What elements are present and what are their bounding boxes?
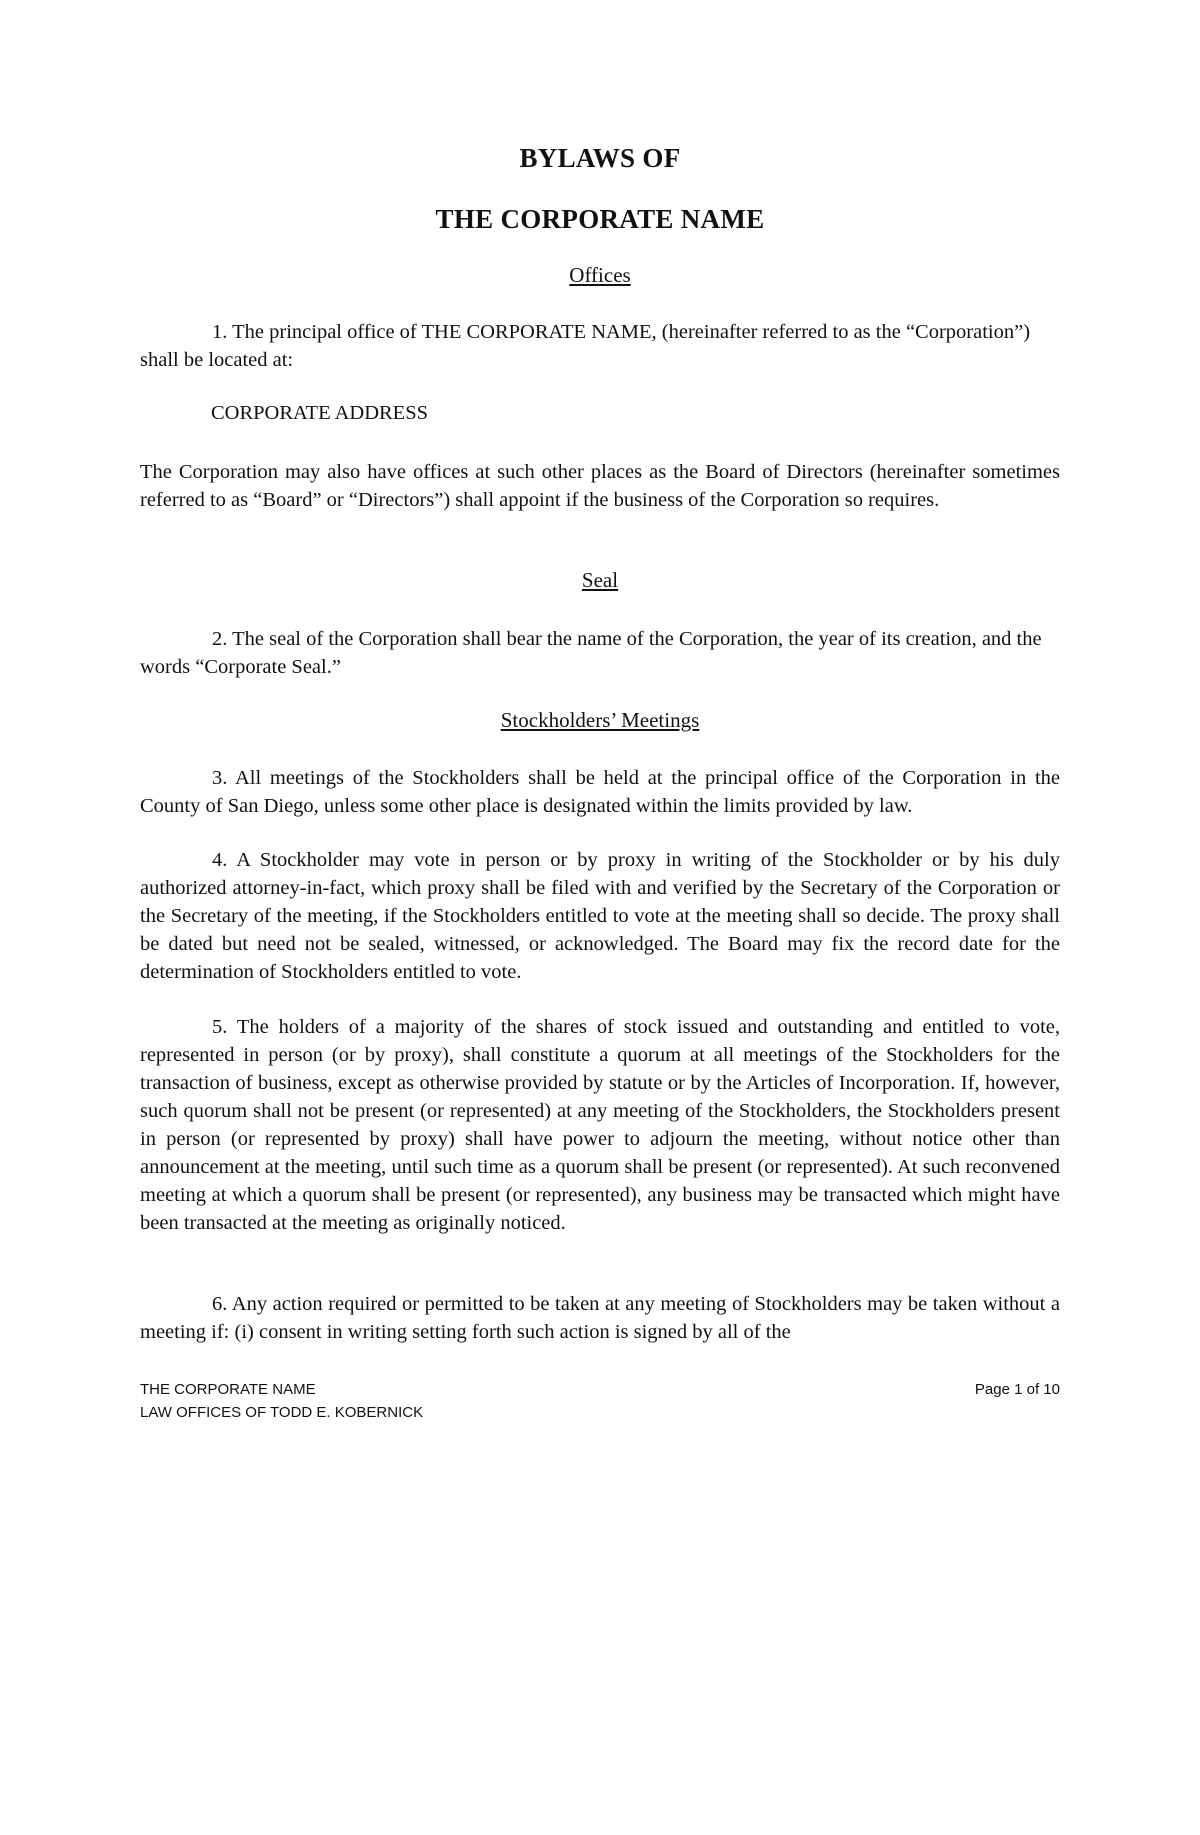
section-heading-stockholders-meetings: Stockholders’ Meetings	[500, 708, 700, 732]
paragraph-6-action-without-meeting: 6. Any action required or permitted to be taken at any meeting of Stockholders may be taken without a meeting if: (i) consent in writing setting forth such action is signed by all of the	[140, 1293, 1060, 1343]
paragraph-1-principal-office: 1. The principal office of THE CORPORATE NAME, (hereinafter referred to as the “Corporation”) shall be located at:	[140, 321, 1031, 371]
page-footer	[140, 1378, 1060, 1424]
paragraph-other-offices: The Corporation may also have offices at such other places as the Board of Directors (hereinafter sometimes referred to as “Board” or “Directors”) shall appoint if the business of the Corporation so requires.	[140, 461, 1060, 511]
section-heading-seal: Seal	[581, 568, 619, 592]
document-title-line1: BYLAWS OF	[519, 143, 681, 173]
footer-corporate-name: THE CORPORATE NAME	[140, 1381, 316, 1398]
paragraph-5-quorum: 5. The holders of a majority of the shares of stock issued and outstanding and entitled to vote, represented in person (or by proxy), shall constitute a quorum at all meetings of the Stockholders for the transaction of business, except as otherwise provided by statute or by the Articles of Incorporation. If, however, such quorum shall not be present (or represented) at any meeting of the Stockholders, the Stockholders present in person (or represented by proxy) shall have power to adjourn the meeting, without notice other than announcement at the meeting, until such time as a quorum shall be present (or represented). At such reconvened meeting at which a quorum shall be present (or represented), any business may be transacted which might have been transacted at the meeting as originally noticed.	[140, 1016, 1060, 1234]
paragraph-4-proxy-voting: 4. A Stockholder may vote in person or by proxy in writing of the Stockholder or by his duly authorized attorney-in-fact, which proxy shall be filed with and verified by the Secretary of the Corporation or the Secretary of the meeting, if the Stockholders entitled to vote at the meeting shall so decide. The proxy shall be dated but need not be sealed, witnessed, or acknowledged. The Board may fix the record date for the determination of Stockholders entitled to vote.	[140, 849, 1060, 983]
section-heading-offices: Offices	[569, 263, 631, 287]
corporate-address: CORPORATE ADDRESS	[211, 402, 429, 424]
page-number: Page 1 of 10	[974, 1381, 1060, 1398]
document-title-line2: THE CORPORATE NAME	[435, 204, 765, 234]
paragraph-2-seal: 2. The seal of the Corporation shall bear the name of the Corporation, the year of its creation, and the words “Corporate Seal.”	[140, 628, 1042, 678]
footer-law-office: LAW OFFICES OF TODD E. KOBERNICK	[140, 1404, 424, 1421]
paragraph-3-meeting-location: 3. All meetings of the Stockholders shall be held at the principal office of the Corporation in the County of San Diego, unless some other place is designated within the limits provided by law.	[140, 767, 1060, 817]
